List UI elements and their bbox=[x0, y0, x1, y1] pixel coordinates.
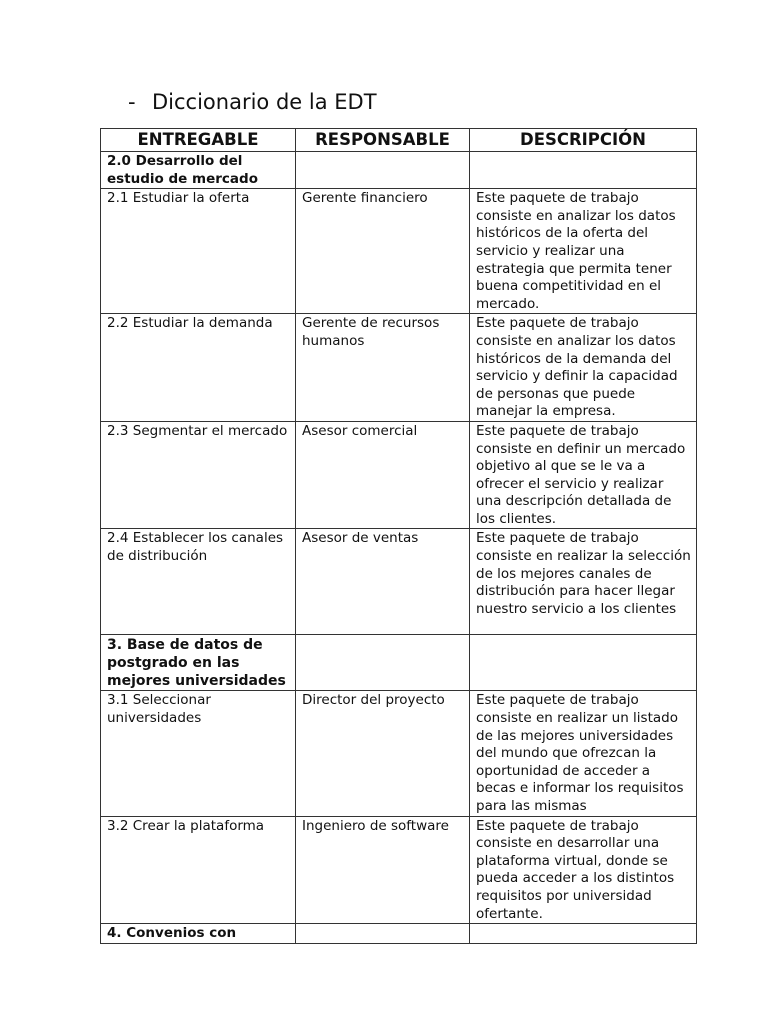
cell-descripcion: Este paquete de trabajo consiste en realizar un listado de las mejores universidades del mundo que ofrezcan la oportunidad de acceder a becas e informar los requisitos para las mismas bbox=[470, 691, 697, 816]
cell-responsable bbox=[296, 635, 470, 691]
cell-responsable: Asesor comercial bbox=[296, 421, 470, 529]
header-responsable: RESPONSABLE bbox=[296, 129, 470, 152]
cell-entregable: 4. Convenios con bbox=[101, 924, 296, 944]
table-row bbox=[101, 314, 697, 422]
heading-bullet: - bbox=[128, 90, 136, 114]
cell-entregable: 2.1 Estudiar la oferta bbox=[101, 189, 296, 314]
table-row-section bbox=[101, 635, 697, 691]
edt-dictionary-table bbox=[100, 128, 697, 944]
table-row-section bbox=[101, 152, 697, 189]
cell-descripcion bbox=[470, 924, 697, 944]
table-header-row bbox=[101, 129, 697, 152]
cell-entregable: 2.3 Segmentar el mercado bbox=[101, 421, 296, 529]
table-row bbox=[101, 421, 697, 529]
cell-descripcion: Este paquete de trabajo consiste en analizar los datos históricos de la demanda del servicio y definir la capacidad de personas que puede manejar la empresa. bbox=[470, 314, 697, 422]
header-descripcion: DESCRIPCIÓN bbox=[470, 129, 697, 152]
cell-entregable: 3.2 Crear la plataforma bbox=[101, 816, 296, 924]
cell-entregable: 2.4 Establecer los canales de distribución bbox=[101, 529, 296, 635]
table-row bbox=[101, 816, 697, 924]
cell-responsable bbox=[296, 924, 470, 944]
cell-descripcion: Este paquete de trabajo consiste en definir un mercado objetivo al que se le va a ofrecer el servicio y realizar una descripción detallada de los clientes. bbox=[470, 421, 697, 529]
cell-responsable: Asesor de ventas bbox=[296, 529, 470, 635]
table-row bbox=[101, 691, 697, 816]
cell-entregable: 3.1 Seleccionar universidades bbox=[101, 691, 296, 816]
table-row-section bbox=[101, 924, 697, 944]
cell-responsable: Ingeniero de software bbox=[296, 816, 470, 924]
cell-entregable: 2.0 Desarrollo del estudio de mercado bbox=[101, 152, 296, 189]
cell-responsable: Gerente de recursos humanos bbox=[296, 314, 470, 422]
heading-text: Diccionario de la EDT bbox=[152, 90, 377, 114]
header-entregable: ENTREGABLE bbox=[101, 129, 296, 152]
cell-descripcion bbox=[470, 152, 697, 189]
cell-descripcion bbox=[470, 635, 697, 691]
cell-entregable: 2.2 Estudiar la demanda bbox=[101, 314, 296, 422]
cell-descripcion: Este paquete de trabajo consiste en analizar los datos históricos de la oferta del servicio y realizar una estrategia que permita tener buena competitividad en el mercado. bbox=[470, 189, 697, 314]
table-row bbox=[101, 189, 697, 314]
cell-responsable: Director del proyecto bbox=[296, 691, 470, 816]
cell-descripcion: Este paquete de trabajo consiste en realizar la selección de los mejores canales de distribución para hacer llegar nuestro servicio a los clientes bbox=[470, 529, 697, 635]
cell-descripcion: Este paquete de trabajo consiste en desarrollar una plataforma virtual, donde se pueda acceder a los distintos requisitos por universidad ofertante. bbox=[470, 816, 697, 924]
cell-entregable: 3. Base de datos de postgrado en las mejores universidades bbox=[101, 635, 296, 691]
cell-responsable: Gerente financiero bbox=[296, 189, 470, 314]
page-title bbox=[128, 90, 377, 114]
cell-responsable bbox=[296, 152, 470, 189]
table-row bbox=[101, 529, 697, 635]
